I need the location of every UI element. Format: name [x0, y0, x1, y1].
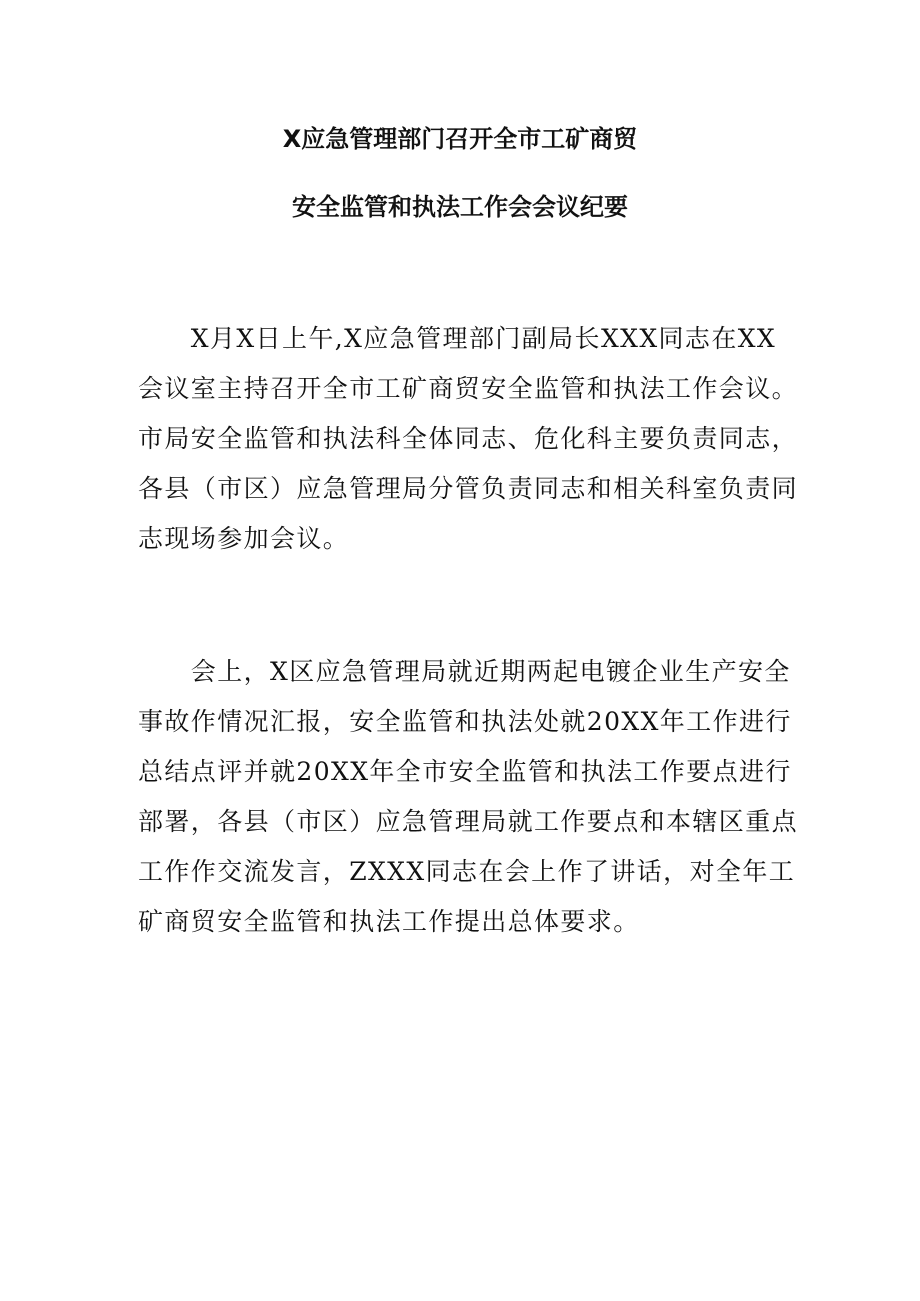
paragraph-2-line-2: 事故作情况汇报，安全监管和执法处就20XX年工作进行 — [138, 707, 792, 736]
document-title-line-2: 安全监管和执法工作会会议纪要 — [292, 193, 628, 221]
paragraph-1-line-4: 各县（市区）应急管理局分管负责同志和相关科室负责同 — [138, 474, 799, 503]
paragraph-1-line-3: 市局安全监管和执法科全体同志、危化科主要负责同志， — [138, 424, 799, 453]
paragraph-2 — [138, 647, 799, 947]
paragraph-1-line-5: 志现场参加会议。 — [138, 524, 350, 553]
paragraph-2-line-6: 矿商贸安全监管和执法工作提出总体要求。 — [138, 907, 640, 936]
document-title-line-1: X应急管理部门召开全市工矿商贸 — [282, 125, 638, 153]
paragraph-2-line-5: 工作作交流发言，ZXXX同志在会上作了讲话，对全年工 — [138, 857, 796, 886]
paragraph-1-line-2: 会议室主持召开全市工矿商贸安全监管和执法工作会议。 — [138, 374, 799, 403]
paragraph-2-line-3: 总结点评并就20XX年全市安全监管和执法工作要点进行 — [138, 757, 792, 786]
paragraph-1-line-1: X月X日上午,X应急管理部门副局长XXX同志在XX — [138, 324, 777, 353]
paragraph-1 — [138, 314, 799, 564]
paragraph-2-line-4: 部署，各县（市区）应急管理局就工作要点和本辖区重点 — [138, 807, 799, 836]
paragraph-2-line-1: 会上，X区应急管理局就近期两起电镀企业生产安全 — [138, 657, 791, 686]
